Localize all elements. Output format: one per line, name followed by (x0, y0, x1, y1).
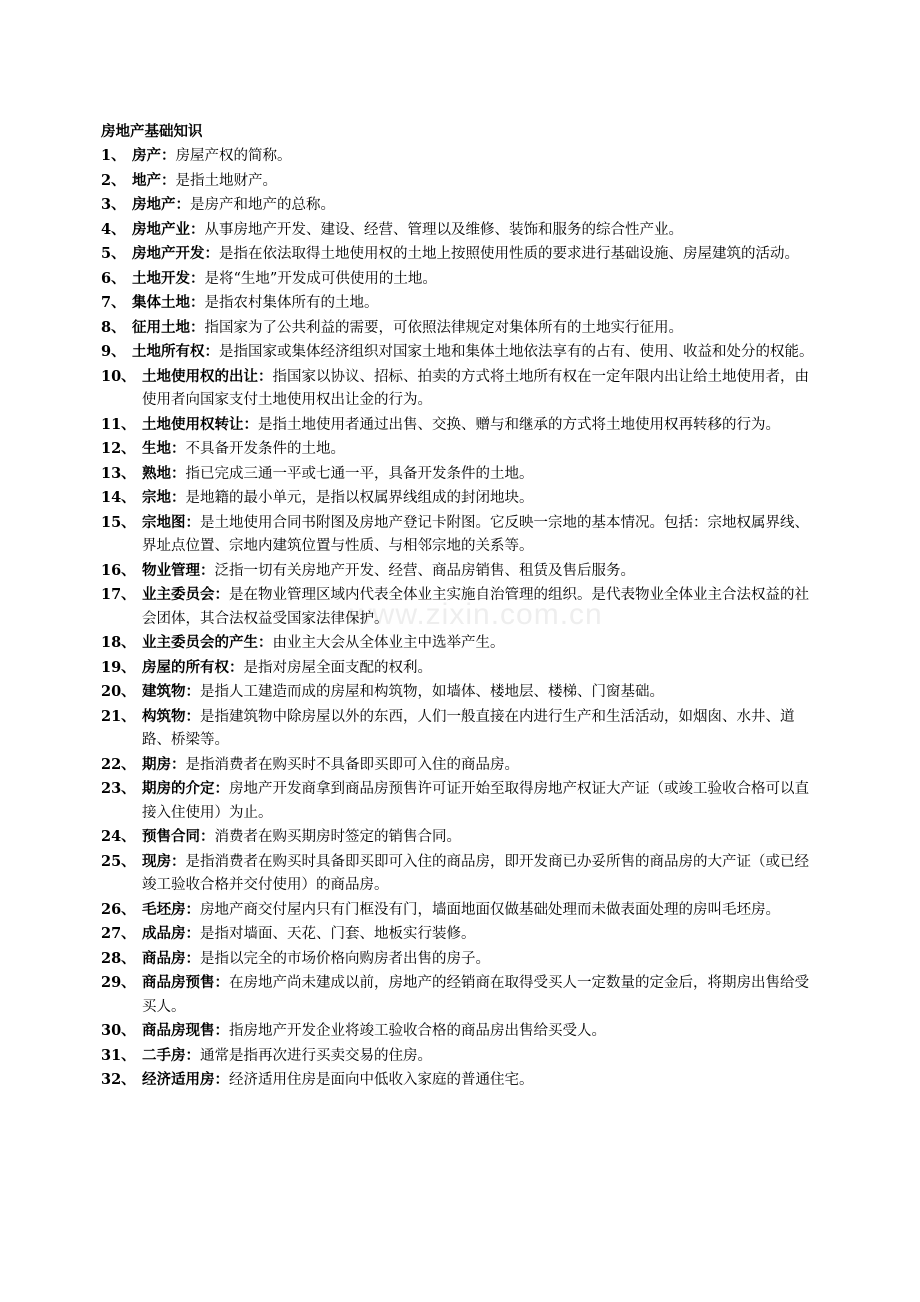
item-term: 业主委员会的产生： (142, 634, 273, 651)
item-body (132, 197, 335, 213)
item-definition: 是指农村集体所有的土地。 (204, 295, 379, 311)
item-number: 23、 (101, 780, 136, 797)
item-definition: 是地籍的最小单元，是指以权属界线组成的封闭地块。 (185, 490, 534, 506)
item-term: 土地开发： (132, 269, 205, 287)
definition-item (101, 1044, 821, 1069)
item-body (132, 271, 437, 287)
definition-item (101, 898, 821, 923)
item-term: 土地所有权： (132, 343, 219, 360)
item-term: 房地产开发： (132, 245, 219, 262)
definition-item (101, 365, 821, 413)
item-number: 12、 (101, 440, 136, 457)
item-body (132, 222, 683, 238)
item-number: 29、 (101, 974, 136, 991)
item-definition: 是指国家或集体经济组织对国家土地和集体土地依法享有的占有、使用、收益和处分的权能。 (219, 344, 814, 360)
item-definition: 是房产和地产的总称。 (190, 197, 335, 213)
item-body (142, 757, 519, 773)
item-number: 26、 (101, 900, 136, 918)
item-number: 14、 (101, 489, 136, 506)
item-definition: 是指建筑物中除房屋以外的东西，人们一般直接在内进行生产和生活活动，如烟囱、水井、道路、桥梁等。 (142, 708, 795, 748)
item-body (142, 709, 795, 749)
item-term: 宗地图： (142, 513, 200, 531)
item-number: 24、 (101, 828, 136, 845)
item-term: 物业管理： (142, 561, 215, 579)
definition-item (101, 631, 821, 656)
item-term: 征用土地： (132, 318, 205, 336)
item-body (142, 975, 809, 1015)
item-definition: 房屋产权的简称。 (175, 148, 292, 164)
item-body (142, 660, 432, 676)
item-body (132, 246, 799, 262)
definition-item (101, 922, 821, 947)
item-definition: 经济适用住房是面向中低收入家庭的普通住宅。 (229, 1072, 534, 1088)
item-number: 19、 (101, 658, 136, 676)
item-number: 28、 (101, 949, 136, 967)
watermark: www.zixin.com.cn (350, 598, 603, 631)
item-definition: 通常是指再次进行买卖交易的住房。 (200, 1047, 432, 1064)
item-term: 期房： (142, 755, 186, 773)
item-number: 11、 (101, 415, 136, 433)
item-term: 房地产业： (132, 220, 205, 238)
item-body (142, 417, 780, 433)
item-definition: 是指对房屋全面支配的权利。 (243, 659, 432, 676)
item-body (142, 1023, 606, 1039)
item-definition: 是指消费者在购买时不具备即买即可入住的商品房。 (185, 756, 519, 773)
item-number: 3、 (101, 196, 126, 213)
item-body (142, 1072, 534, 1088)
item-body (132, 320, 683, 336)
item-body (142, 854, 809, 894)
item-definition: 是指土地使用者通过出售、交换、赠与和继承的方式将土地使用权再转移的行为。 (258, 416, 780, 433)
definition-item (101, 462, 821, 487)
definition-item (101, 559, 821, 584)
definition-item (101, 1068, 821, 1093)
definition-item (101, 656, 821, 681)
definition-item (101, 705, 821, 753)
item-body (142, 635, 505, 651)
item-body (142, 951, 490, 967)
definition-item (101, 144, 821, 169)
item-definition: 从事房地产开发、建设、经营、管理以及维修、装饰和服务的综合性产业。 (204, 221, 683, 238)
item-number: 1、 (101, 147, 126, 164)
item-number: 31、 (101, 1046, 136, 1064)
item-term: 商品房： (142, 949, 200, 967)
item-term: 熟地： (142, 464, 186, 482)
definition-item (101, 583, 821, 631)
item-definition: 是指土地财产。 (175, 172, 277, 189)
item-definition: 房地产开发商拿到商品房预售许可证开始至取得房地产权证大产证（或竣工验收合格可以直接入住使用）为止。 (142, 781, 809, 821)
item-body (142, 926, 476, 942)
document-title: 房地产基础知识 (101, 123, 203, 140)
item-term: 土地使用权的出让： (142, 367, 273, 385)
item-number: 27、 (101, 925, 136, 942)
item-term: 成品房： (142, 925, 200, 942)
item-number: 2、 (101, 171, 126, 189)
item-definition: 指房地产开发企业将竣工验收合格的商品房出售给买受人。 (229, 1023, 606, 1039)
item-number: 6、 (101, 269, 126, 287)
item-number: 25、 (101, 852, 136, 870)
item-number: 13、 (101, 464, 136, 482)
item-body (142, 563, 635, 579)
item-term: 期房的介定： (142, 780, 229, 797)
item-definition: 指国家为了公共利益的需要，可依照法律规定对集体所有的土地实行征用。 (204, 319, 683, 336)
item-definition: 消费者在购买期房时签定的销售合同。 (214, 829, 461, 845)
definition-item (101, 340, 821, 365)
item-definition: 在房地产尚未建成以前，房地产的经销商在取得受买人一定数量的定金后，将期房出售给受买人。 (142, 975, 809, 1015)
item-number: 7、 (101, 294, 126, 311)
definition-item (101, 511, 821, 559)
item-body (132, 173, 277, 189)
definition-item (101, 486, 821, 511)
item-term: 构筑物： (142, 707, 200, 725)
item-term: 宗地： (142, 489, 186, 506)
item-body (142, 466, 534, 482)
item-body (142, 490, 534, 506)
item-term: 二手房： (142, 1046, 200, 1064)
item-term: 集体土地： (132, 294, 205, 311)
item-term: 业主委员会： (142, 586, 229, 603)
item-definition: 是在物业管理区域内代表全体业主实施自治管理的组织。是代表物业全体业主合法权益的社会团体，其合法权益受国家法律保护。 (142, 587, 809, 627)
item-number: 17、 (101, 586, 136, 603)
item-definition: 由业主大会从全体业主中选举产生。 (272, 635, 505, 651)
item-number: 4、 (101, 220, 126, 238)
item-definition: 房地产商交付屋内只有门框没有门，墙面地面仅做基础处理而未做表面处理的房叫毛坯房。 (200, 901, 780, 918)
definition-item (101, 267, 821, 292)
item-definition: 泛指一切有关房地产开发、经营、商品房销售、租赁及售后服务。 (214, 562, 635, 579)
item-term: 建筑物： (142, 683, 200, 700)
definition-item (101, 825, 821, 850)
item-term: 预售合同： (142, 828, 215, 845)
item-term: 经济适用房： (142, 1071, 229, 1088)
definition-item (101, 316, 821, 341)
definition-item (101, 218, 821, 243)
item-number: 15、 (101, 513, 136, 531)
item-number: 32、 (101, 1071, 136, 1088)
item-body (132, 148, 292, 164)
item-number: 10、 (101, 367, 136, 385)
item-body (142, 684, 664, 700)
item-number: 22、 (101, 755, 136, 773)
definition-item (101, 291, 821, 316)
item-term: 土地使用权转让： (142, 415, 258, 433)
item-term: 毛坯房： (142, 900, 200, 918)
item-number: 21、 (101, 707, 136, 725)
item-body (132, 295, 379, 311)
item-definition: 是将“生地”开发成可供使用的土地。 (204, 270, 437, 287)
item-term: 生地： (142, 440, 186, 457)
item-definition: 不具备开发条件的土地。 (185, 441, 345, 457)
definition-item (101, 413, 821, 438)
definition-item (101, 971, 821, 1019)
item-definition: 是土地使用合同书附图及房地产登记卡附图。它反映一宗地的基本情况。包括：宗地权属界线、界址点位置、宗地内建筑位置与性质、与相邻宗地的关系等。 (142, 514, 809, 554)
definition-item (101, 169, 821, 194)
item-number: 8、 (101, 318, 126, 336)
item-definition: 是指消费者在购买时具备即买即可入住的商品房，即开发商已办妥所售的商品房的大产证（或已经竣工验收合格并交付使用）的商品房。 (142, 853, 809, 893)
item-number: 5、 (101, 245, 126, 262)
item-term: 地产： (132, 171, 176, 189)
item-definition: 是指以完全的市场价格向购房者出售的房子。 (200, 950, 490, 967)
item-body (142, 902, 780, 918)
item-definition: 是指人工建造而成的房屋和构筑物，如墙体、楼地层、楼梯、门窗基础。 (200, 684, 664, 700)
definition-item (101, 850, 821, 898)
definition-item (101, 777, 821, 825)
definition-item (101, 753, 821, 778)
item-definition: 是指对墙面、天花、门套、地板实行装修。 (200, 926, 476, 942)
definition-item (101, 437, 821, 462)
item-body (142, 1048, 432, 1064)
item-body (132, 344, 814, 360)
definition-item (101, 1019, 821, 1044)
item-number: 16、 (101, 561, 136, 579)
item-body (142, 829, 461, 845)
item-body (142, 369, 809, 409)
definition-list (101, 144, 821, 1093)
item-body (142, 515, 809, 555)
item-term: 房产： (132, 147, 176, 164)
item-number: 30、 (101, 1022, 136, 1039)
item-definition: 是指在依法取得土地使用权的土地上按照使用性质的要求进行基础设施、房屋建筑的活动。 (219, 246, 799, 262)
item-body (142, 587, 809, 627)
item-number: 18、 (101, 634, 136, 651)
definition-item (101, 947, 821, 972)
item-term: 房地产： (132, 196, 190, 213)
item-term: 房屋的所有权： (142, 658, 244, 676)
item-definition: 指国家以协议、招标、拍卖的方式将土地所有权在一定年限内出让给土地使用者，由使用者向国家支付土地使用权出让金的行为。 (142, 368, 809, 408)
item-number: 9、 (101, 343, 126, 360)
item-body (142, 781, 809, 821)
item-term: 商品房现售： (142, 1022, 229, 1039)
item-term: 商品房预售： (142, 974, 229, 991)
definition-item (101, 193, 821, 218)
item-term: 现房： (142, 852, 186, 870)
item-definition: 指已完成三通一平或七通一平，具备开发条件的土地。 (185, 465, 534, 482)
definition-item (101, 680, 821, 705)
item-number: 20、 (101, 683, 136, 700)
definition-item (101, 242, 821, 267)
item-body (142, 441, 345, 457)
